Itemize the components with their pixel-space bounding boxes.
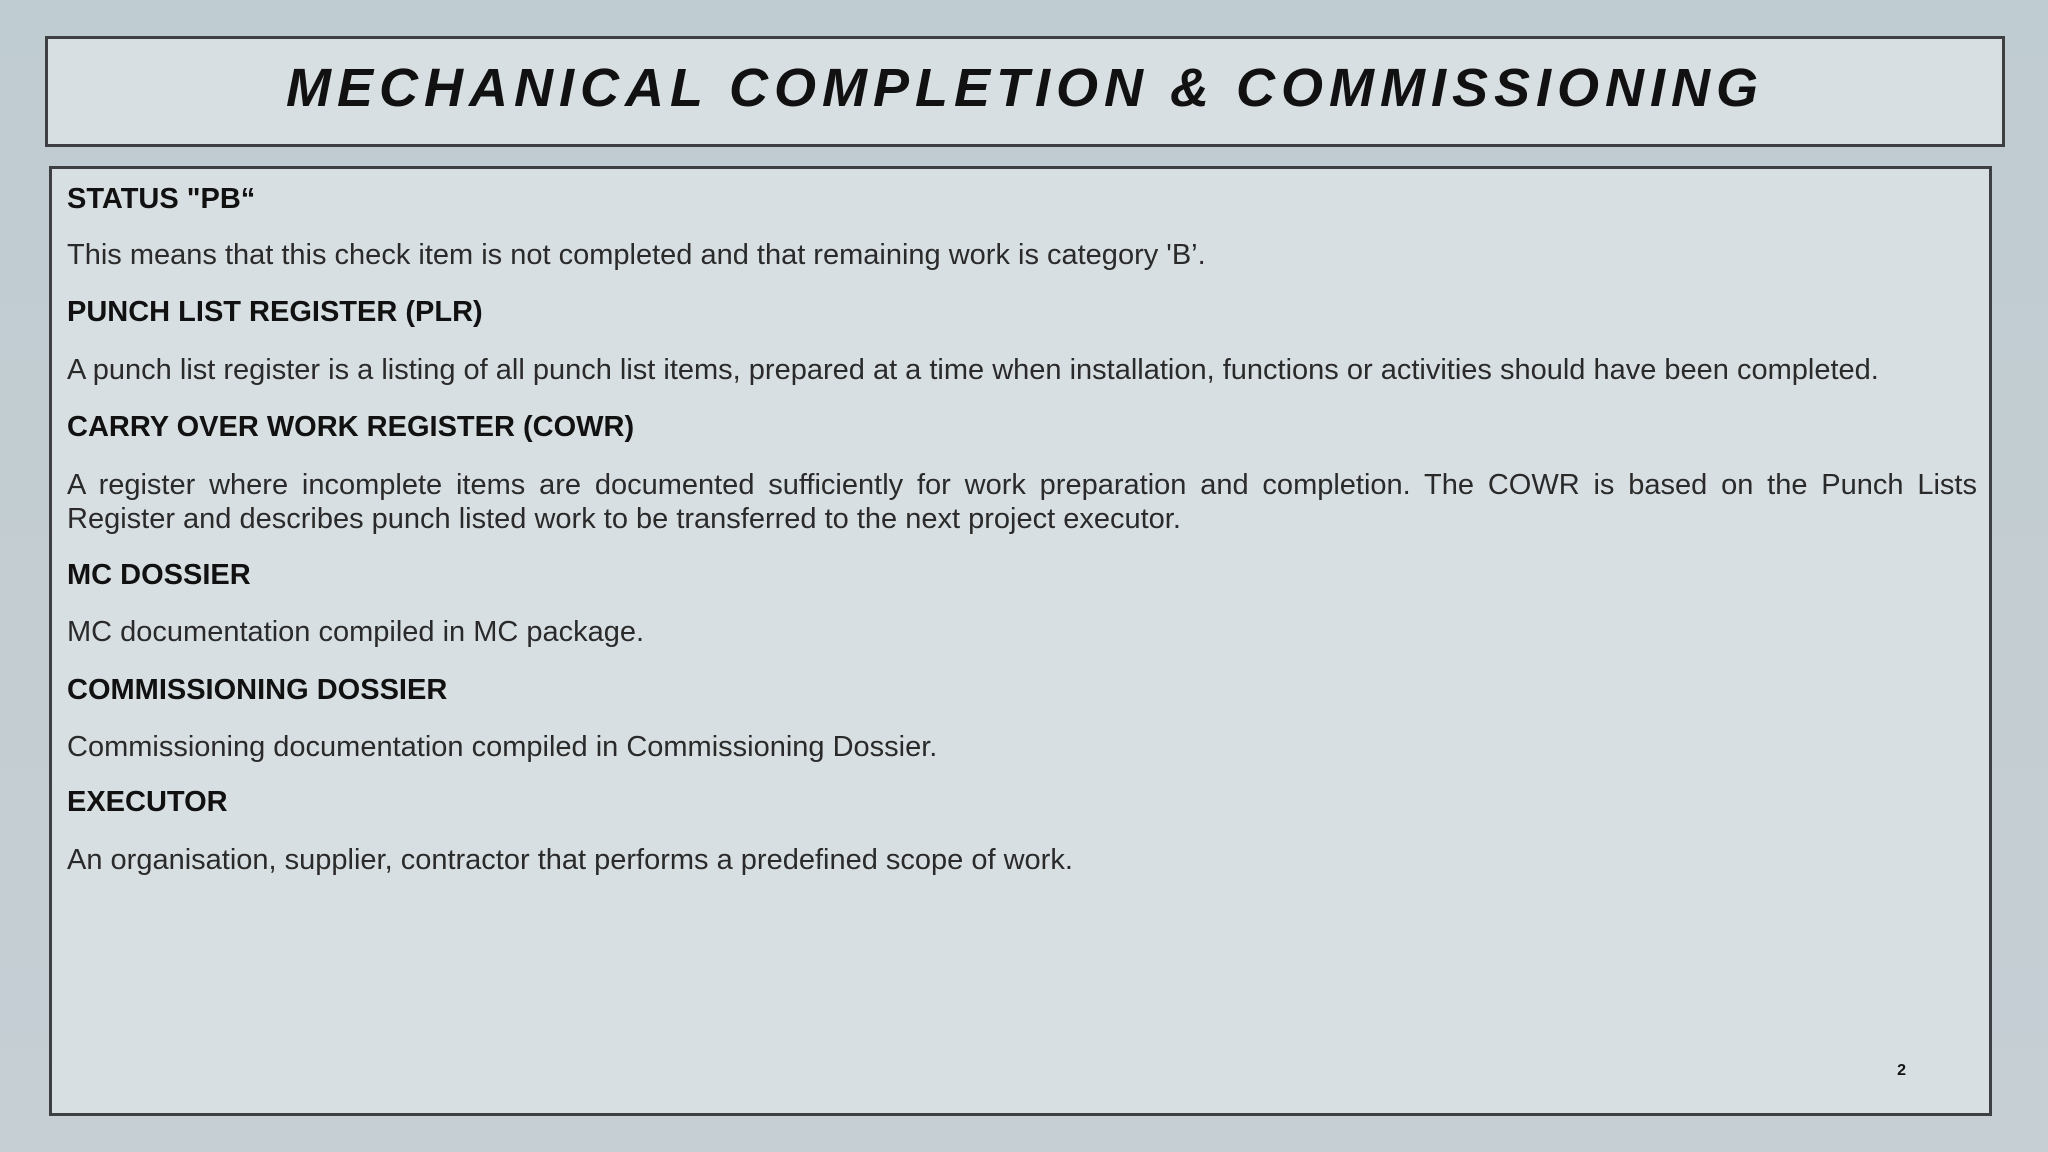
page-number: 2 <box>1897 1062 1906 1079</box>
body-carry-over-work-register: A register where incomplete items are documented sufficiently for work preparation and completion. The COWR is based on the Punch Lists Register and describes punch listed work to be transferred to the next project executor. <box>67 469 1977 535</box>
heading-status-pb: STATUS "PB“ <box>67 183 256 215</box>
body-executor: An organisation, supplier, contractor that performs a predefined scope of work. <box>67 844 1073 876</box>
heading-mc-dossier: MC DOSSIER <box>67 559 251 591</box>
body-status-pb: This means that this check item is not completed and that remaining work is category 'B’. <box>67 239 1206 271</box>
heading-executor: EXECUTOR <box>67 786 228 818</box>
slide-title: MECHANICAL COMPLETION & COMMISSIONING <box>285 57 1764 118</box>
title-box <box>45 36 2005 147</box>
heading-commissioning-dossier: COMMISSIONING DOSSIER <box>67 674 448 706</box>
body-commissioning-dossier: Commissioning documentation compiled in Commissioning Dossier. <box>67 731 938 763</box>
body-mc-dossier: MC documentation compiled in MC package. <box>67 616 645 648</box>
heading-punch-list-register: PUNCH LIST REGISTER (PLR) <box>67 296 483 328</box>
heading-carry-over-work-register: CARRY OVER WORK REGISTER (COWR) <box>67 411 635 443</box>
content-box <box>49 166 1992 1116</box>
body-punch-list-register: A punch list register is a listing of all punch list items, prepared at a time when installation, functions or activities should have been completed. <box>67 354 1879 386</box>
